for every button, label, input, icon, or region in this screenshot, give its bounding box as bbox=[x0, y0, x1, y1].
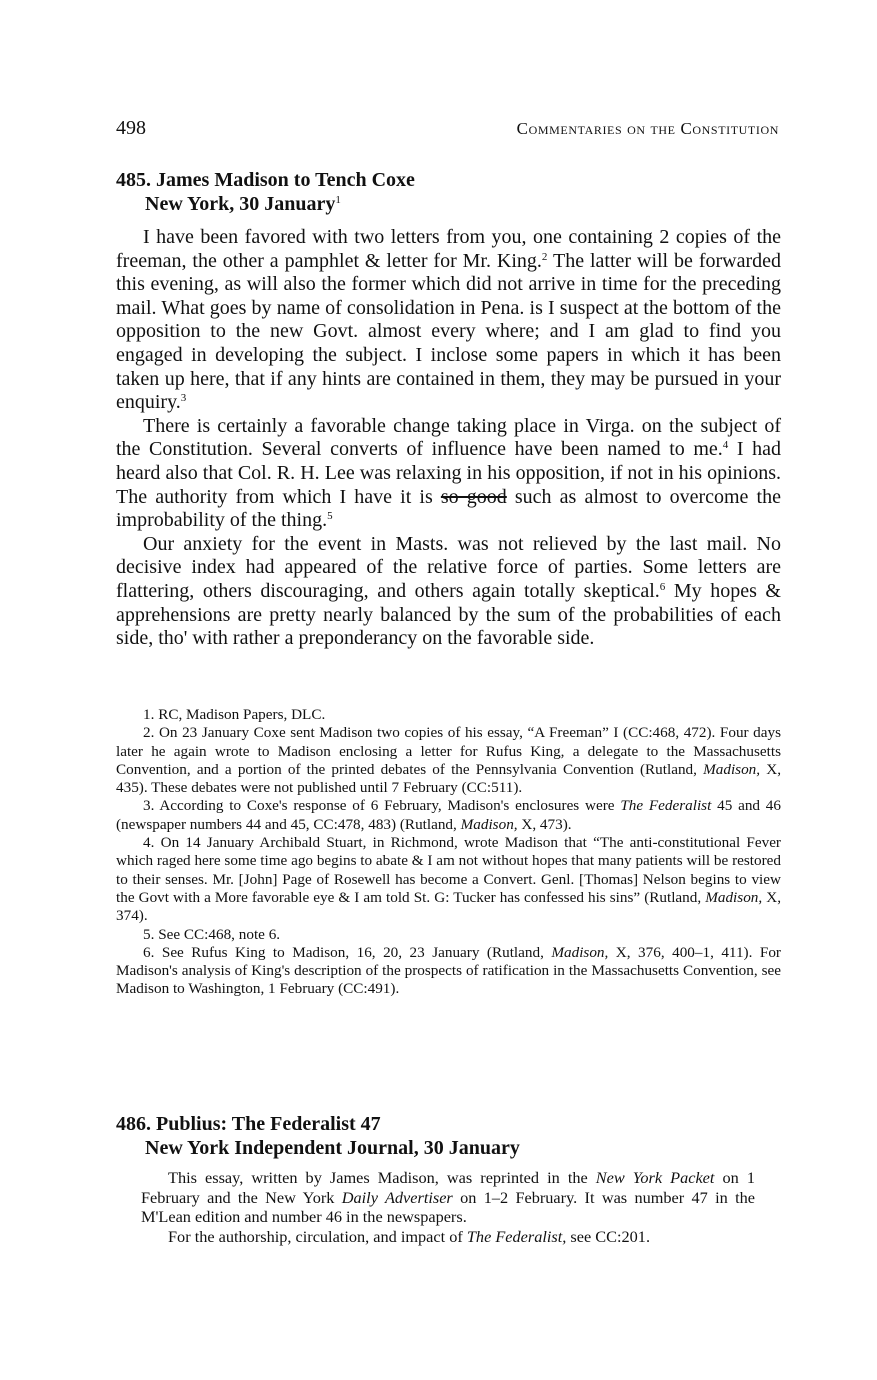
footnote: 3. According to Coxe's response of 6 February, Madison's enclosures were The Federalist 45 and 46 (newspaper numbers 44 and 45, CC:478, 483) (Rutland, Madison, X, 473). bbox=[116, 797, 781, 833]
letter-paragraph: I have been favored with two letters from you, one containing 2 copies of the freeman, the other a pamphlet & letter for Mr. King.$^2$ The latter will be forwarded this evening, as will also the former which did not arrive in time for the preceding mail. What goes by name of consolidation in Pena. is I suspect at the bottom of the opposition to the new Govt. almost every where; and I am glad to find you engaged in developing the subject. I inclose some papers in which it has been taken up here, that if any hints are contained in them, they may be pursued in your enquiry.$^3$ bbox=[116, 226, 782, 414]
headnote-paragraph: This essay, written by James Madison, was reprinted in the New York Packet on 1 February and the New York Daily Advertiser on 1–2 February. It was number 47 in the M'Lean edition and number 46 in the newspapers. bbox=[141, 1168, 755, 1227]
document-486-headnote bbox=[141, 1168, 755, 1246]
running-header bbox=[116, 117, 779, 147]
footnote: 2. On 23 January Coxe sent Madison two copies of his essay, “A Freeman” I (CC:468, 472). Four days later he again wrote to Madison enclosing a letter for Rufus King, a delegate to the Massachusetts Convention, and a portion of the printed debates of the Pennsylvania Convention (Rutland, Madison, X, 435). These debates were not published until 7 February (CC:511). bbox=[116, 724, 781, 797]
footnote: 6. See Rufus King to Madison, 16, 20, 23 January (Rutland, Madison, X, 376, 400–1, 411). For Madison's analysis of King's description of the prospects of ratification in the Massachusetts Convention, see Madison to Washington, 1 February (CC:491). bbox=[116, 943, 781, 998]
footnote-ref: 1 bbox=[335, 194, 341, 206]
document-485-title: 485. James Madison to Tench Coxe bbox=[116, 169, 415, 191]
footnote: 1. RC, Madison Papers, DLC. bbox=[143, 706, 326, 723]
struck-text: so good bbox=[440, 485, 507, 508]
footnote: 5. See CC:468, note 6. bbox=[143, 925, 281, 943]
headnote-paragraph: For the authorship, circulation, and impact of The Federalist, see CC:201. bbox=[168, 1226, 651, 1246]
document-485-heading bbox=[116, 168, 779, 216]
document-486-heading bbox=[116, 1112, 779, 1160]
running-title: Commentaries on the Constitution bbox=[516, 119, 779, 138]
footnotes bbox=[116, 706, 781, 999]
footnote: 4. On 14 January Archibald Stuart, in Richmond, wrote Madison that “The anti-constitutional Fever which raged here some time ago begins to abate & I am not without hopes that many patients will be restored to their senses. Mr. [John] Page of Rosewell has become a Convert. Genl. [Thomas] Nelson begins to view the Govt with a More favorable eye & I am told St. G: Tucker has confessed his sins” (Rutland, Madison, X, 374). bbox=[116, 834, 781, 925]
letter-text bbox=[116, 226, 781, 651]
document-486-title: 486. Publius: The Federalist 47 bbox=[116, 1113, 381, 1135]
document-485-dateline: New York, 30 January$^1$ bbox=[145, 193, 341, 215]
letter-paragraph: There is certainly a favorable change taking place in Virga. on the subject of the Constitution. Several converts of influence have been named to me.$^4$ I had heard also that Col. R. H. Lee was relaxing in his opposition, if not in his opinions. The authority from which I have it is so good such as almost to overcome the improbability of the thing.$^5$ bbox=[116, 414, 782, 532]
letter-paragraph: Our anxiety for the event in Masts. was not relieved by the last mail. No decisive index had appeared of the relative force of parties. Some letters are flattering, others discouraging, and others again totally skeptical.$^6$ My hopes & apprehensions are pretty nearly balanced by the sum of the probabilities of each side, tho' with rather a preponderancy on the favorable side. bbox=[116, 532, 781, 650]
page-number: 498 bbox=[116, 117, 146, 139]
document-486-dateline: New York Independent Journal, 30 January bbox=[145, 1137, 520, 1159]
